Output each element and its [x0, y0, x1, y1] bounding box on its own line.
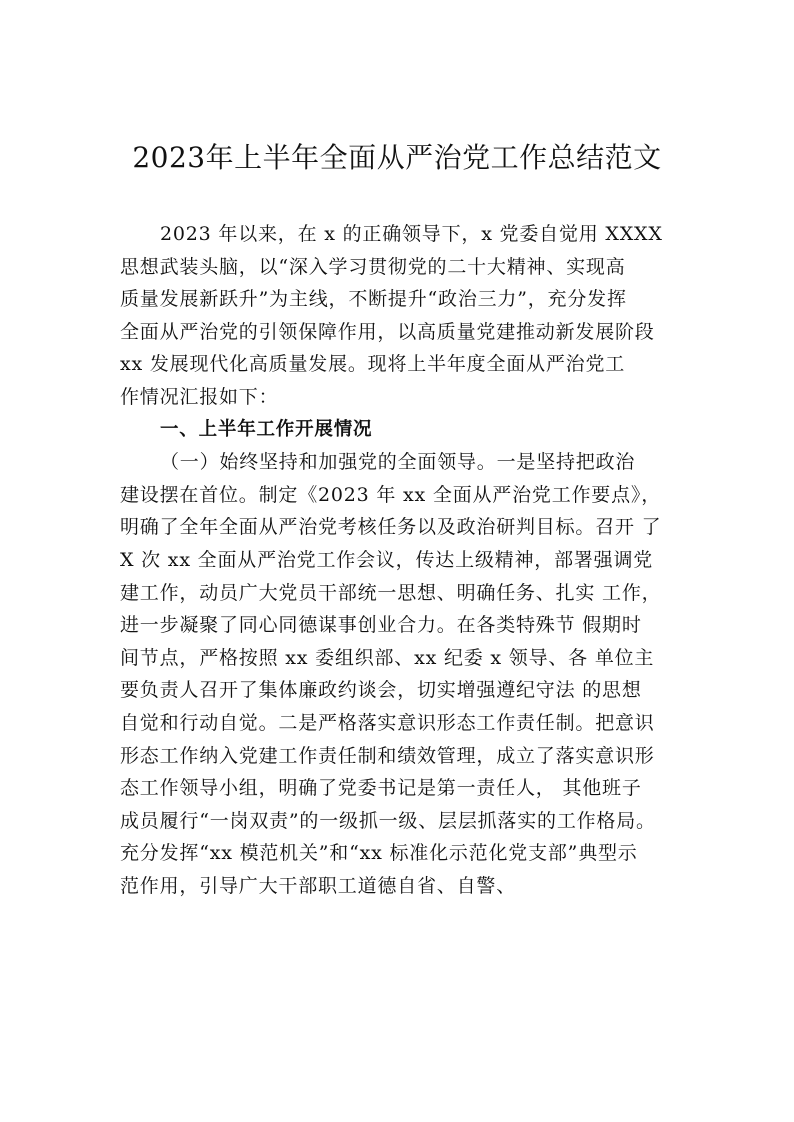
body-line: 形态工作纳入党建工作责任制和绩效管理，成立了落实意识形: [120, 744, 655, 767]
body-line: 要负责人召开了集体廉政约谈会，切实增强遵纪守法 的思想: [120, 679, 642, 702]
body-line: 思想武装头脑，以“深入学习贯彻党的二十大精神、实现高: [120, 255, 626, 278]
body-line: 明确了全年全面从严治党考核任务以及政治研判目标。召开 了: [120, 516, 662, 539]
body-line: （一）始终坚持和加强党的全面领导。一是坚持把政治: [160, 451, 636, 474]
body-line: 质量发展新跃升”为主线，不断提升“政治三力”，充分发挥: [120, 288, 627, 311]
body-line: 态工作领导小组，明确了党委书记是第一责任人， 其他班子: [120, 777, 642, 800]
body-line: 充分发挥“xx 模范机关”和“xx 标准化示范化党支部”典型示: [120, 842, 638, 865]
document-body: [120, 218, 694, 902]
body-line: 作情况汇报如下：: [120, 385, 279, 408]
body-line: xx 发展现代化高质量发展。现将上半年度全面从严治党工: [120, 353, 626, 376]
body-line: X 次 xx 全面从严治党工作会议，传达上级精神，部署强调党: [120, 548, 654, 571]
body-line: 建工作，动员广大党员干部统一思想、明确任务、扎实 工作，: [120, 581, 662, 604]
body-line: 范作用，引导广大干部职工道德自省、自警、: [120, 874, 517, 897]
body-line: 建设摆在首位。制定《2023 年 xx 全面从严治党工作要点》，: [120, 483, 662, 506]
body-line: 成员履行“一岗双责”的一级抓一级、层层抓落实的工作格局。: [120, 809, 656, 832]
section-heading: 一、上半年工作开展情况: [160, 418, 373, 440]
document-title: 2023年上半年全面从严治党工作总结范文: [132, 141, 662, 174]
body-line: 2023 年以来，在 x 的正确领导下，x 党委自觉用 XXXX: [160, 223, 663, 245]
body-line: 自觉和行动自觉。二是严格落实意识形态工作责任制。把意识: [120, 711, 655, 734]
body-line: 进一步凝聚了同心同德谋事创业合力。在各类特殊节 假期时: [120, 614, 642, 637]
body-line: 全面从严治党的引领保障作用，以高质量党建推动新发展阶段: [120, 320, 655, 343]
body-line: 间节点，严格按照 xx 委组织部、xx 纪委 x 领导、各 单位主: [120, 646, 655, 669]
